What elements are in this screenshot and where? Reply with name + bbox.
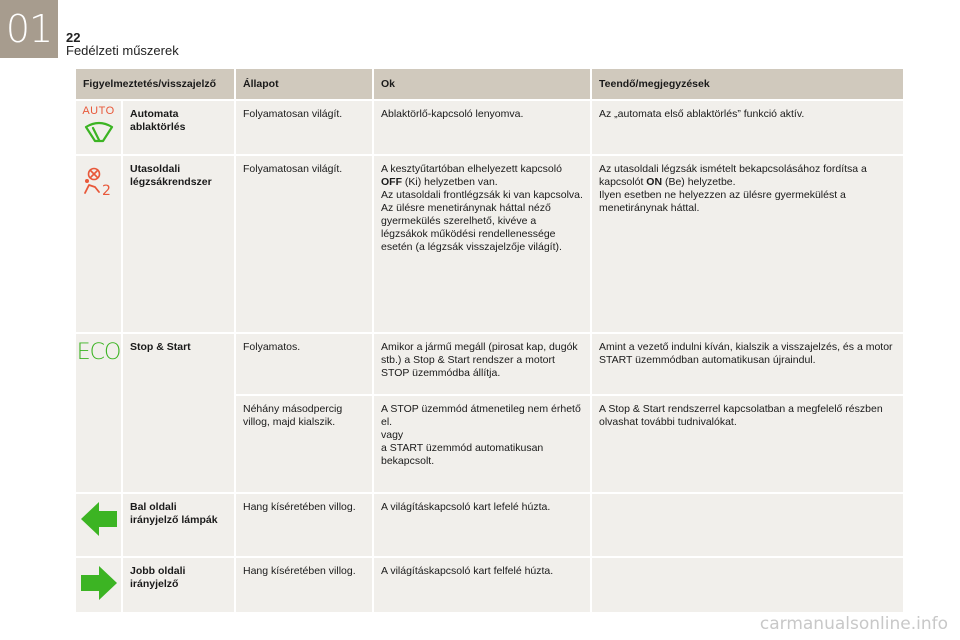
cause-cell: Amikor a jármű megáll (pirosat kap, dugók stb.) a Stop & Start rendszer a motort STOP üzemmódba állítja. bbox=[373, 333, 591, 395]
icon-cell bbox=[76, 493, 122, 557]
wiper-icon bbox=[83, 119, 115, 145]
svg-text:2: 2 bbox=[101, 183, 111, 196]
watermark: carmanualsonline.info bbox=[759, 614, 948, 634]
off-keyword: OFF bbox=[381, 176, 402, 188]
wiper-auto-icon bbox=[76, 101, 121, 149]
action-cell bbox=[591, 557, 903, 613]
right-arrow-icon bbox=[79, 564, 119, 602]
state-cell: Hang kíséretében villog. bbox=[235, 557, 373, 613]
state-cell: Hang kíséretében villog. bbox=[235, 493, 373, 557]
action-cell: Amint a vezető indulni kíván, kialszik a visszajelzés, és a motor START üzemmódban automatikusan újraindul. bbox=[591, 333, 903, 395]
column-header-action: Teendő/megjegyzések bbox=[591, 69, 903, 100]
cause-text: Az utasoldali frontlégzsák ki van kapcsolva. bbox=[381, 189, 583, 201]
warning-name: Stop & Start bbox=[122, 333, 235, 493]
table-row bbox=[76, 333, 903, 395]
cause-text: (Ki) helyzetben van. bbox=[402, 176, 498, 188]
table-row bbox=[76, 557, 903, 613]
auto-label: AUTO bbox=[82, 105, 115, 117]
cause-text: a START üzemmód automatikusan bekapcsolt. bbox=[381, 442, 544, 467]
action-text: (Be) helyzetbe. bbox=[662, 176, 736, 188]
cause-cell: Ablaktörlő-kapcsoló lenyomva. bbox=[373, 100, 591, 155]
action-cell: A Stop & Start rendszerrel kapcsolatban a megfelelő részben olvashat további tudnivalókat. bbox=[591, 395, 903, 493]
action-cell bbox=[591, 493, 903, 557]
state-cell: Folyamatosan világít. bbox=[235, 100, 373, 155]
action-cell bbox=[591, 155, 903, 333]
column-header-cause: Ok bbox=[373, 69, 591, 100]
column-header-warning: Figyelmeztetés/visszajelző bbox=[76, 69, 235, 100]
icon-cell bbox=[76, 100, 122, 155]
column-header-state: Állapot bbox=[235, 69, 373, 100]
table-row bbox=[76, 155, 903, 333]
state-cell: Folyamatos. bbox=[235, 333, 373, 395]
page-title: Fedélzeti műszerek bbox=[66, 43, 179, 58]
action-cell: Az „automata első ablaktörlés” funkció aktív. bbox=[591, 100, 903, 155]
cause-cell bbox=[373, 155, 591, 333]
action-text: Ilyen esetben ne helyezzen az ülésre gyermekülést a menetiránynak háttal. bbox=[599, 189, 846, 214]
cause-text: A kesztyűtartóban elhelyezett kapcsoló bbox=[381, 163, 562, 175]
warning-name: Jobb oldali irányjelző bbox=[122, 557, 235, 613]
passenger-airbag-off-icon bbox=[81, 166, 117, 196]
eco-label: ECO bbox=[76, 340, 121, 365]
cause-cell: A világításkapcsoló kart felfelé húzta. bbox=[373, 557, 591, 613]
page-number: 22 bbox=[66, 30, 81, 45]
icon-cell bbox=[76, 155, 122, 333]
icon-cell bbox=[76, 557, 122, 613]
warning-lights-table-wrapper bbox=[76, 69, 903, 614]
table-row bbox=[76, 100, 903, 155]
cause-cell: A világításkapcsoló kart lefelé húzta. bbox=[373, 493, 591, 557]
warning-name: Utasoldali légzsákrendszer bbox=[122, 155, 235, 333]
cause-text: Az ülésre menetiránynak háttal néző gyermekülés szerelhető, kivéve a légzsákok működési rendellenessége esetén (a légzsák visszajelzője világít). bbox=[381, 202, 562, 253]
warning-lights-table bbox=[76, 69, 903, 614]
state-cell: Folyamatosan világít. bbox=[235, 155, 373, 333]
cause-text: A STOP üzemmód átmenetileg nem érhető el. bbox=[381, 403, 581, 428]
state-cell: Néhány másodpercig villog, majd kialszik. bbox=[235, 395, 373, 493]
warning-name: Automata ablaktörlés bbox=[122, 100, 235, 155]
cause-text: vagy bbox=[381, 429, 404, 441]
table-header-row bbox=[76, 69, 903, 100]
action-text: Az utasoldali légzsák ismételt bekapcsolásához fordítsa a kapcsolót bbox=[599, 163, 867, 188]
icon-cell bbox=[76, 333, 122, 493]
chapter-tab: 01 bbox=[0, 0, 58, 58]
left-arrow-icon bbox=[79, 500, 119, 538]
table-row bbox=[76, 493, 903, 557]
cause-cell bbox=[373, 395, 591, 493]
eco-icon bbox=[76, 340, 121, 365]
on-keyword: ON bbox=[646, 176, 663, 188]
warning-name: Bal oldali irányjelző lámpák bbox=[122, 493, 235, 557]
